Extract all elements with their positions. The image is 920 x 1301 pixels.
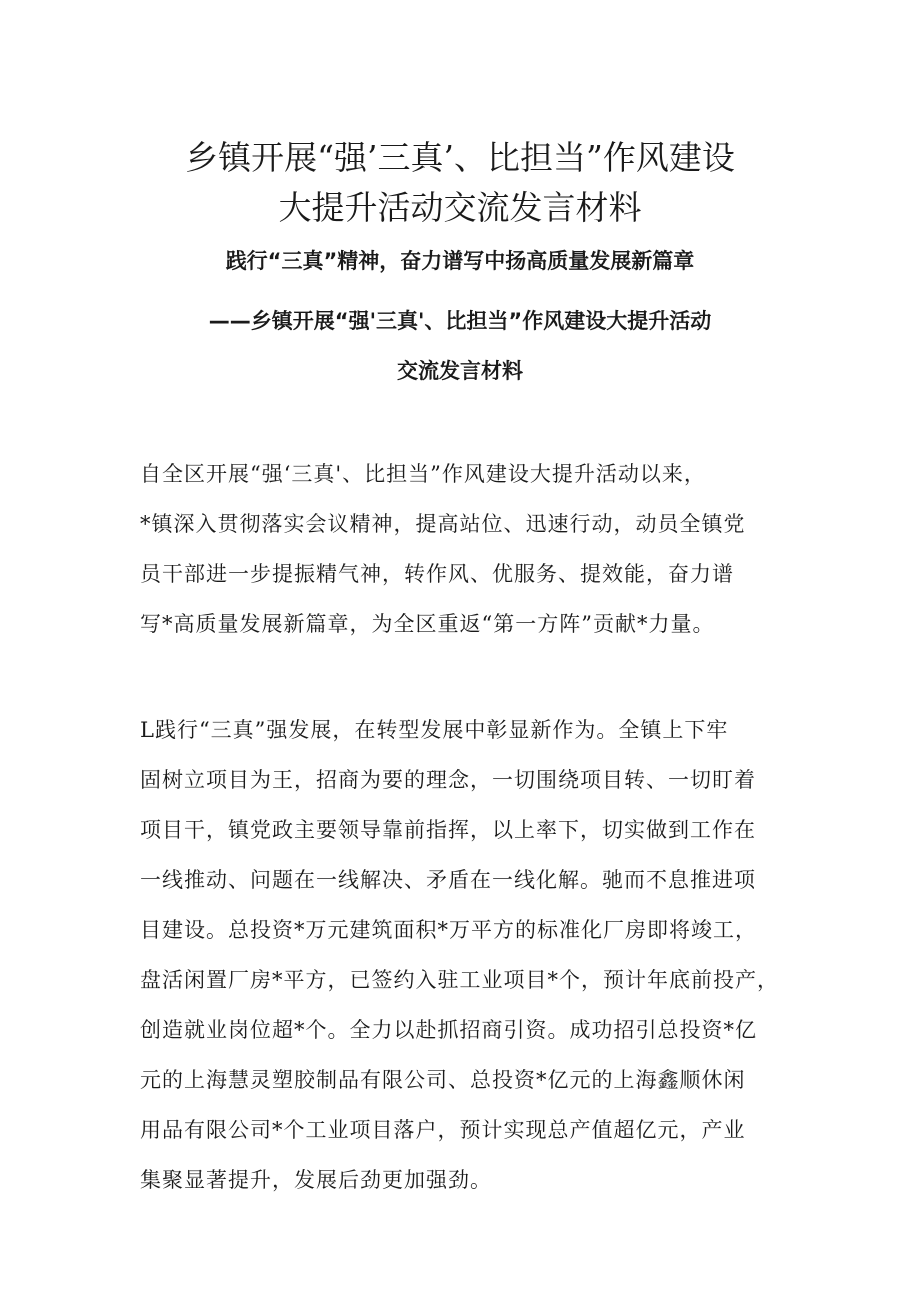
paragraph-line: 元的上海慧灵塑胶制品有限公司、总投资*亿元的上海鑫顺休闲 — [140, 1068, 746, 1092]
paragraph-line: 员干部进一步提振精气神，转作风、优服务、提效能，奋力谱 — [140, 562, 734, 586]
paragraph-line: 用品有限公司*个工业项目落户，预计实现总产值超亿元，产业 — [140, 1118, 746, 1142]
subtitle-line-1: 践行“三真”精神，奋力谱写中扬高质量发展新篇章 — [225, 249, 695, 273]
paragraph-line: 盘活闲置厂房*平方，已签约入驻工业项目*个，预计年底前投产， — [140, 968, 779, 992]
document-title-line-1: 乡镇开展“强’三真’、比担当”作风建设 — [185, 138, 735, 177]
paragraph-section-1 — [140, 705, 800, 1205]
paragraph-line: 目建设。总投资*万元建筑面积*万平方的标准化厂房即将竣工， — [140, 918, 757, 942]
paragraph-line: 项目干，镇党政主要领导靠前指挥，以上率下，切实做到工作在 — [140, 818, 756, 842]
paragraph-line: 写*高质量发展新篇章，为全区重返“第一方阵”贡献*力量。 — [140, 612, 715, 636]
paragraph-line: 一线推动、问题在一线解决、矛盾在一线化解。驰而不息推进项 — [140, 868, 756, 892]
paragraph-line: L践行“三真”强发展，在转型发展中彰显新作为。全镇上下牢 — [140, 718, 729, 742]
paragraph-line: 固树立项目为王，招商为要的理念，一切围绕项目转、一切盯着 — [140, 768, 756, 792]
subtitle-line-2: ——乡镇开展“强'三真'、比担当”作风建设大提升活动 — [208, 309, 712, 333]
document-title-line-2: 大提升活动交流发言材料 — [278, 188, 642, 227]
paragraph-line: 创造就业岗位超*个。全力以赴抓招商引资。成功招引总投资*亿 — [140, 1018, 757, 1042]
subtitle-line-3: 交流发言材料 — [397, 359, 523, 383]
paragraph-line: 集聚显著提升，发展后劲更加强劲。 — [140, 1168, 492, 1192]
paragraph-intro — [140, 449, 800, 649]
paragraph-line: 自全区开展“强‘三真'、比担当”作风建设大提升活动以来， — [140, 462, 706, 486]
paragraph-line: *镇深入贯彻落实会议精神，提高站位、迅速行动，动员全镇党 — [140, 512, 746, 536]
